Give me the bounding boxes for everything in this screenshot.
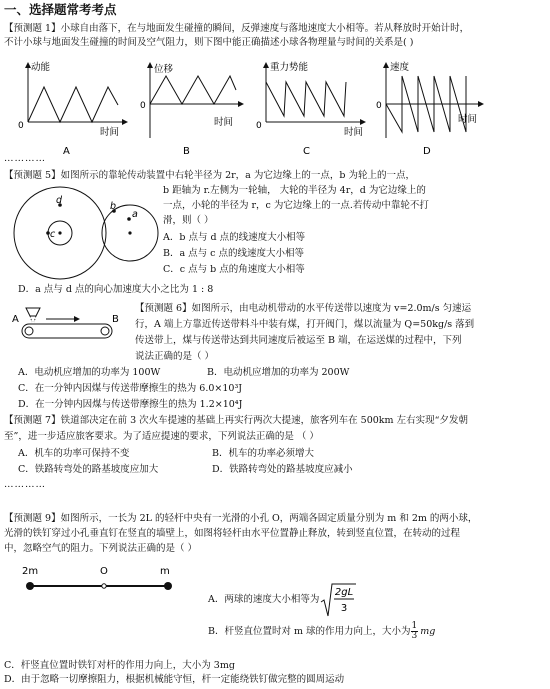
q1-line-2: 不计小球与地面发生碰撞的时间及空气阻力，则下图中能正确描述小球各物理量与时间的关系是( ) — [4, 37, 414, 48]
rod-label-right: m — [160, 566, 170, 577]
q5-line-4: 滑，则（ ） — [163, 215, 214, 226]
graph-b-xlabel: 时间 — [214, 117, 234, 128]
q1-graphs — [0, 60, 550, 160]
label-a: a — [132, 209, 138, 220]
graph-d — [376, 61, 484, 157]
graph-c-origin: 0 — [256, 121, 262, 131]
sqrt-expression — [319, 580, 357, 620]
sqrt-denominator: 3 — [341, 603, 348, 614]
graph-d-option: D — [423, 146, 431, 157]
q6-option-d: D．在一分钟内因煤与传送带摩擦生的热为 1.2×10⁴J — [18, 399, 243, 410]
ball-2m — [26, 582, 34, 590]
q5-line-1: 【预测题 5】如图所示的靠轮传动装置中右轮半径为 2r，a 为它边缘上的一点，b 为轮上的一点， — [4, 170, 415, 181]
coal-hopper — [26, 308, 40, 316]
q9-option-a-text: A．两球的速度大小相等为 — [208, 594, 320, 606]
fraction-numerator: 1 — [411, 621, 418, 631]
q7-line-1: 【预测题 7】铁道部决定在前 3 次火车提速的基础上再实行两次大提速，旅客列车在 500km 左右实现“夕发朝 — [4, 415, 468, 426]
q6-option-c: C．在一分钟内因煤与传送带摩擦生的热为 6.0×10³J — [18, 383, 243, 394]
graph-d-ylabel: 速度 — [390, 62, 410, 73]
q7-option-b: B．机车的功率必须增大 — [212, 448, 314, 459]
rod-label-center: O — [100, 566, 108, 577]
q9-option-b-text: B．杆竖直位置时对 m 球的作用力向上，大小为 — [208, 625, 411, 637]
graph-d-origin: 0 — [376, 101, 382, 111]
label-B: B — [112, 314, 119, 325]
q6-conveyor-diagram — [12, 302, 122, 346]
label-A: A — [12, 314, 19, 325]
q6-line-2: 行，A 端上方靠近传送带料斗中装有煤，打开阀门，煤以流量为 Q=50kg/s 落到 — [135, 319, 475, 330]
q9-option-b — [208, 622, 435, 641]
q9-option-b-tail: mg — [420, 625, 436, 637]
conveyor-belt — [22, 324, 112, 338]
q5-wheel-diagram — [12, 183, 160, 291]
q7-option-a: A．机车的功率可保持不变 — [18, 448, 130, 459]
sqrt-numerator: 2gL — [335, 587, 354, 598]
q5-option-c: C．c 点与 b 点的角速度大小相等 — [163, 264, 305, 275]
q6-option-b: B．电动机应增加的功率为 200W — [207, 367, 350, 378]
label-d: d — [56, 195, 63, 206]
q5-option-a: A．b 点与 d 点的线速度大小相等 — [163, 232, 306, 243]
q1-line-1: 【预测题 1】小球自由落下，在与地面发生碰撞的瞬间，反弹速度与落地速度大小相等。若从释放时开始计时， — [4, 23, 470, 34]
q5-option-d: D．a 点与 d 点的向心加速度大小之比为 1 : 8 — [18, 284, 214, 295]
q7-line-2: 至”，进一步适应旅客要求。为了适应提速的要求，下列说法正确的是 （ ） — [4, 431, 319, 442]
graph-c-ylabel: 重力势能 — [270, 62, 309, 73]
label-b: b — [110, 201, 117, 212]
graph-b-origin: 0 — [140, 101, 146, 111]
ball-m — [164, 582, 172, 590]
q6-line-3: 传送带上，煤与传送带达到共同速度后被运至 B 端，在运送煤的过程中，下列 — [135, 335, 462, 346]
graph-c — [256, 61, 366, 157]
section-title: 一、选择题常考考点 — [4, 2, 117, 17]
graph-a-ylabel: 动能 — [31, 62, 51, 73]
q5-line-3: 一点，小轮的半径为 r，c 为它边缘上的一点.若传动中靠轮不打 — [163, 200, 429, 211]
q9-option-c: C．杆竖直位置时铁钉对杆的作用力向上，大小为 3mg — [4, 660, 235, 671]
graph-c-xlabel: 时间 — [344, 127, 364, 138]
graph-b-option: B — [183, 146, 190, 157]
q9-line-1: 【预测题 9】如图所示，一长为 2L 的轻杆中央有一光滑的小孔 O，两端各固定质量分别为 m 和 2m 的两小球， — [4, 513, 478, 524]
graph-a — [18, 61, 128, 157]
fraction — [411, 622, 419, 641]
q9-option-a — [208, 580, 357, 620]
q7-option-d: D．铁路转弯处的路基坡度应减小 — [212, 464, 353, 475]
q9-rod-diagram — [20, 560, 190, 604]
ellipsis-1: ………… — [4, 153, 46, 164]
q5-option-b: B．a 点与 c 点的线速度大小相等 — [163, 248, 305, 259]
q7-option-c: C．铁路转弯处的路基坡度应加大 — [18, 464, 159, 475]
q9-line-2: 光滑的铁钉穿过小孔垂直钉在竖直的墙壁上，如图将轻杆由水平位置静止释放，转到竖直位置，在转动的过程 — [4, 528, 461, 539]
pivot-o — [102, 584, 106, 588]
graph-a-option: A — [63, 146, 70, 157]
q9-line-3: 中，忽略空气的阻力。下列说法正确的是（ ） — [4, 543, 198, 554]
graph-a-xlabel: 时间 — [100, 127, 120, 138]
q5-line-2: b 距轴为 r.左侧为一轮轴， 大轮的半径为 4r，d 为它边缘上的 — [163, 185, 426, 196]
q9-option-d: D．由于忽略一切摩擦阻力，根据机械能守恒，杆一定能绕铁钉做完整的圆周运动 — [4, 674, 345, 685]
graph-c-option: C — [303, 146, 310, 157]
graph-b — [140, 62, 244, 157]
q6-option-a: A．电动机应增加的功率为 100W — [18, 367, 161, 378]
q6-line-1: 【预测题 6】如图所示，由电动机带动的水平传送带以速度为 v=2.0m/s 匀速运 — [135, 303, 472, 314]
rod-label-left: 2m — [22, 566, 39, 577]
graph-d-xlabel: 时间 — [458, 114, 478, 125]
ellipsis-2: ………… — [4, 479, 46, 490]
label-c: c — [50, 229, 56, 240]
graph-a-origin: 0 — [18, 121, 24, 131]
graph-b-ylabel: 位移 — [154, 64, 174, 75]
q6-line-4: 说法正确的是（ ） — [135, 351, 215, 362]
fraction-denominator: 3 — [411, 631, 418, 641]
